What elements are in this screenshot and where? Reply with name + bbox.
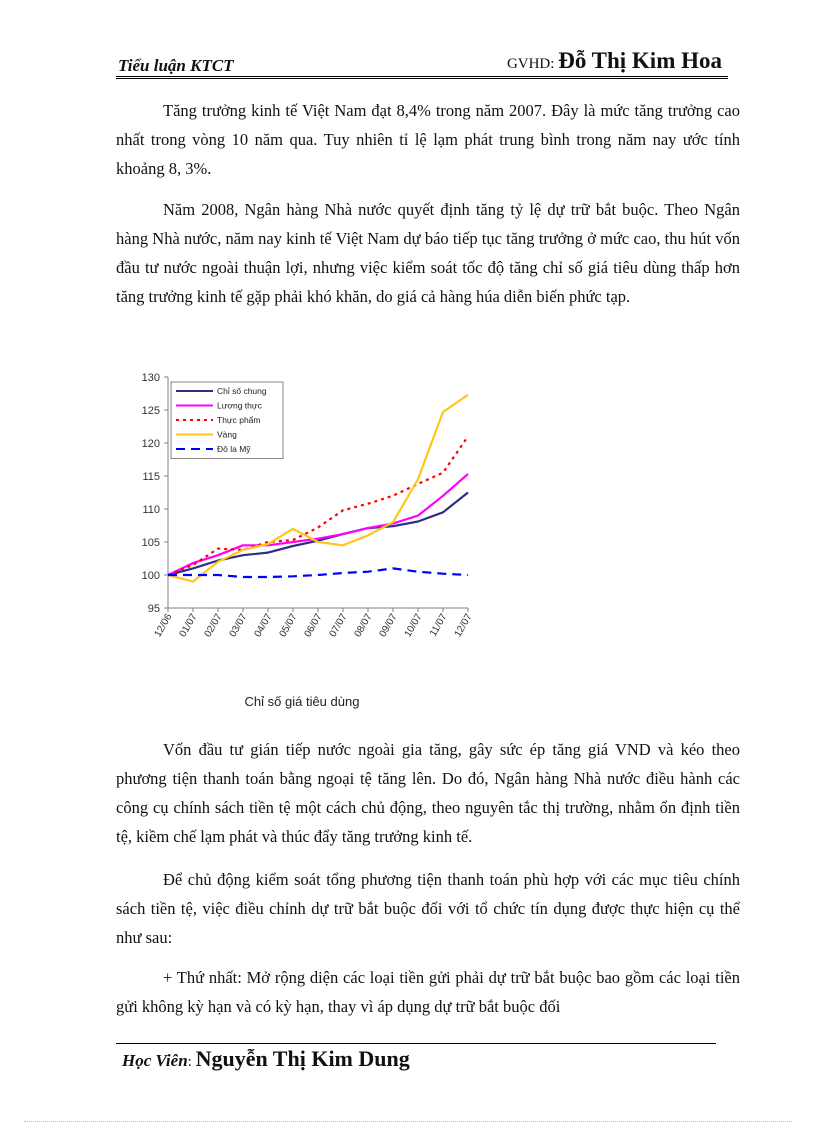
y-tick-label: 105: [141, 537, 160, 549]
x-tick-label: 02/07: [202, 612, 225, 640]
legend-label: Đô la Mỹ: [217, 444, 251, 454]
paragraph-reserve-2008: Năm 2008, Ngân hàng Nhà nước quyết định tăng tỷ lệ dự trữ bắt buộc. Theo Ngân hàng Nhà nước, năm nay kinh tế Việt Nam dự báo tiếp tục tăng trưởng ở mức cao, thu hút vốn đầu tư nước ngoài thuận lợi, nhưng việc kiểm soát tốc độ tăng chỉ số giá tiêu dùng thấp hơn tăng trưởng kinh tế gặp phải khó khăn, do giá cả hàng húa diễn biến phức tạp.: [116, 200, 740, 306]
footer-divider: [116, 1043, 716, 1044]
y-tick-label: 120: [141, 438, 160, 450]
y-tick-label: 95: [147, 603, 160, 615]
y-tick-label: 125: [141, 405, 160, 417]
header-advisor: [507, 48, 722, 74]
x-tick-label: 01/07: [177, 612, 200, 640]
y-tick-label: 115: [142, 471, 160, 483]
chart-x-axis-label: Chỉ số giá tiêu dùng: [244, 694, 360, 709]
x-tick-label: 12/07: [452, 612, 475, 640]
x-tick-label: 09/07: [377, 612, 400, 640]
advisor-name: Đỗ Thị Kim Hoa: [558, 48, 722, 73]
series-line-1: [168, 493, 468, 576]
x-tick-label: 11/07: [427, 612, 450, 639]
student-label: Học Viên: [122, 1051, 188, 1070]
page-header: [116, 44, 728, 79]
series-line-2: [168, 474, 468, 575]
x-tick-label: 06/07: [302, 612, 325, 640]
advisor-label: GVHD: [506, 56, 551, 72]
legend-label: Lương thực: [217, 400, 262, 411]
legend-label: Vàng: [217, 429, 237, 440]
student-separator: :: [187, 1054, 196, 1070]
x-tick-label: 08/07: [352, 612, 375, 640]
chart-legend: [171, 382, 283, 459]
paragraph-fdi: Vốn đầu tư gián tiếp nước ngoài gia tăng, gây sức ép tăng giá VND và kéo theo phương tiện thanh toán bằng ngoại tệ tăng lên. Do đó, Ngân hàng Nhà nước điều hành các công cụ chính sách tiền tệ một cách chủ động, theo nguyên tắc thị trường, nhằm ổn định tiền tệ, kiềm chế lạm phát và thúc đẩy tăng trưởng kinh tế.: [116, 740, 740, 846]
page-bottom-edge: [24, 1121, 792, 1122]
paragraph-control: Để chủ động kiểm soát tổng phương tiện thanh toán phù hợp với các mục tiêu chính sách tiền tệ, việc điều chỉnh dự trữ bắt buộc đối với tổ chức tín dụng được thực hiện cụ thể như sau:: [116, 870, 740, 947]
legend-label: Chỉ số chung: [217, 386, 267, 396]
paragraph-first-point: + Thứ nhất: Mở rộng diện các loại tiền gửi phải dự trữ bắt buộc bao gồm các loại tiền gửi không kỳ hạn và có kỳ hạn, thay vì áp dụng dự trữ bắt buộc đối: [116, 968, 740, 1016]
advisor-separator: :: [550, 56, 559, 72]
legend-label: Thực phẩm: [217, 415, 261, 425]
header-title: Tiểu luận KTCT: [118, 56, 234, 75]
y-tick-label: 100: [141, 570, 160, 582]
x-tick-label: 10/07: [402, 612, 425, 640]
x-tick-label: 05/07: [277, 612, 300, 640]
x-tick-label: 12/06: [152, 612, 175, 640]
y-tick-label: 110: [142, 504, 160, 516]
paragraph-growth: Tăng trưởng kinh tế Việt Nam đạt 8,4% trong năm 2007. Đây là mức tăng trưởng cao nhất trong vòng 10 năm qua. Tuy nhiên tỉ lệ lạm phát trung bình trong năm nay ước tính khoảng 8, 3%.: [116, 101, 740, 178]
student-name: Nguyễn Thị Kim Dung: [195, 1046, 410, 1071]
y-tick-label: 130: [141, 372, 160, 384]
series-line-5: [168, 568, 468, 577]
cpi-line-chart: [130, 362, 480, 712]
page-footer: [122, 1046, 410, 1072]
x-tick-label: 07/07: [327, 612, 350, 640]
x-tick-label: 03/07: [227, 612, 250, 640]
x-tick-label: 04/07: [252, 612, 275, 640]
